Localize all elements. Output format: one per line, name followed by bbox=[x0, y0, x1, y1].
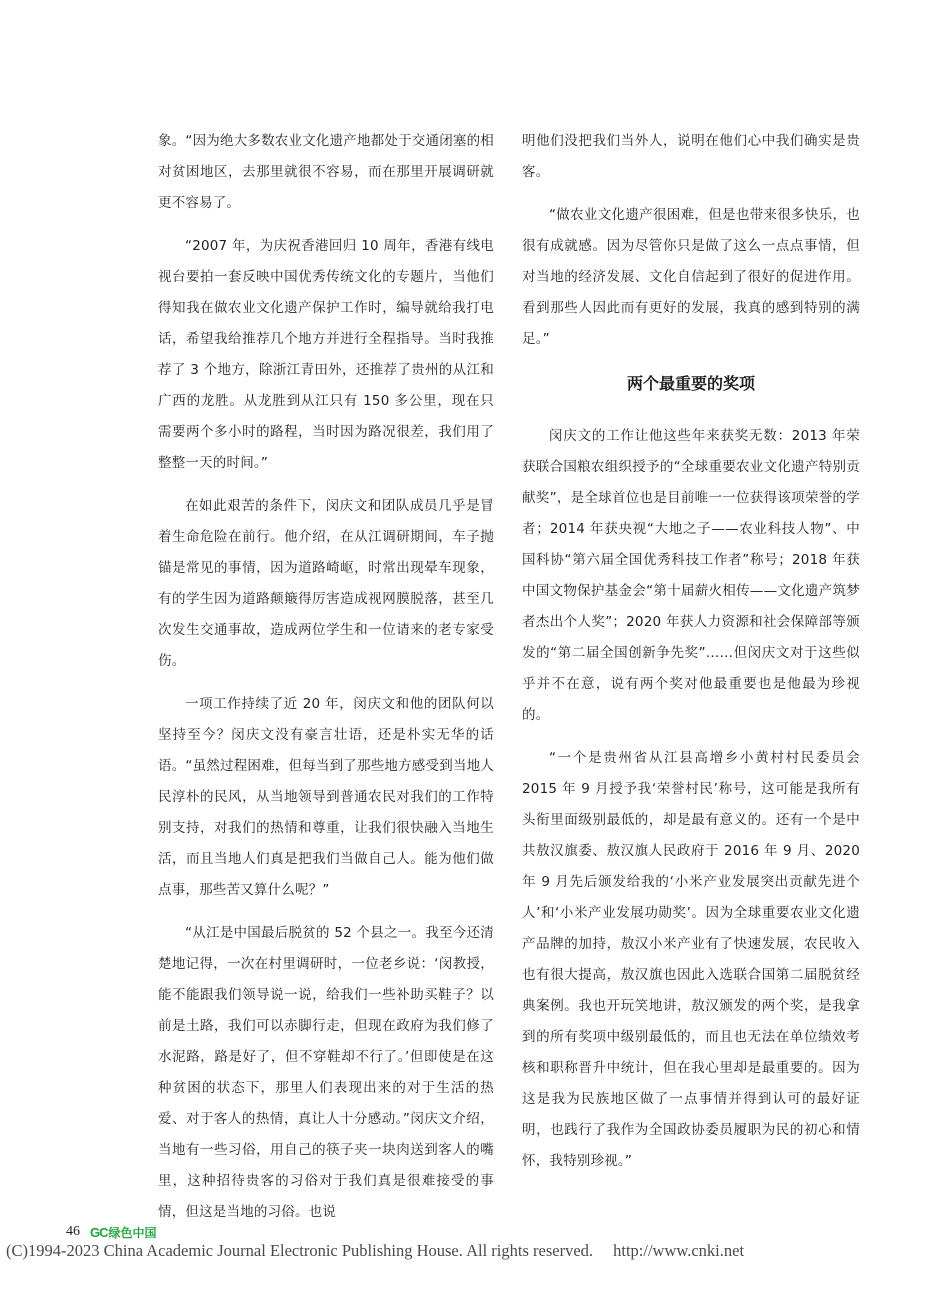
page-number: 46 bbox=[66, 1224, 80, 1239]
cnki-url: http://www.cnki.net bbox=[613, 1241, 745, 1260]
magazine-logo bbox=[90, 1224, 157, 1241]
paragraph: 闵庆文的工作让他这些年来获奖无数：2013 年荣获联合国粮农组织授予的“全球重要农业文化遗产特别贡献奖”，是全球首位也是目前唯一一位获得该项荣誉的学者；2014 年获央视“大地之子——农业科技人物”、中国科协“第六届全国优秀科技工作者”称号；2018 年获中国文物保护基金会“第十届薪火相传——文化遗产筑梦者杰出个人奖”；2020 年获人力资源和社会保障部等颁发的“第二届全国创新争先奖”……但闵庆文对于这些似乎并不在意，说有两个奖对他最重要也是他最为珍视的。 bbox=[522, 428, 860, 723]
paragraph: 象。“因为绝大多数农业文化遗产地都处于交通闭塞的相对贫困地区，去那里就很不容易，而在那里开展调研就更不容易了。 bbox=[158, 133, 494, 211]
paragraph: “做农业文化遗产很困难，但是也带来很多快乐，也很有成就感。因为尽管你只是做了这么一点点事情，但对当地的经济发展、文化自信起到了很好的促进作用。看到那些人因此而有更好的发展，我真的感到特别的满足。” bbox=[522, 207, 860, 347]
right-column bbox=[522, 126, 860, 1189]
copyright-line bbox=[6, 1241, 744, 1261]
paragraph: “从江是中国最后脱贫的 52 个县之一。我至今还清楚地记得，一次在村里调研时，一位老乡说：‘闵教授，能不能跟我们领导说一说，给我们一些补助买鞋子？以前是土路，我们可以赤脚行走，但现在政府为我们修了水泥路，路是好了，但不穿鞋却不行了。’但即使是在这种贫困的状态下，那里人们表现出来的对于生活的热爱、对于客人的热情，真让人十分感动。”闵庆文介绍，当地有一些习俗，用自己的筷子夹一块肉送到客人的嘴里，这种招待贵客的习俗对于我们真是很难接受的事情，但这是当地的习俗。也说 bbox=[158, 925, 494, 1220]
paragraph: 明他们没把我们当外人，说明在他们心中我们确实是贵客。 bbox=[522, 133, 860, 180]
paragraph: 在如此艰苦的条件下，闵庆文和团队成员几乎是冒着生命危险在前行。他介绍，在从江调研期间，车子抛锚是常见的事情，因为道路崎岖，时常出现晕车现象，有的学生因为道路颠簸得厉害造成视网膜脱落，甚至几次发生交通事故，造成两位学生和一位请来的老专家受伤。 bbox=[158, 498, 494, 669]
paragraph: “一个是贵州省从江县高增乡小黄村村民委员会 2015 年 9 月授予我‘荣誉村民’称号，这可能是我所有头衔里面级别最低的，却是最有意义的。还有一个是中共敖汉旗委、敖汉旗人民政府于 2016 年 9 月、2020 年 9 月先后颁发给我的‘小米产业发展突出贡献先进个人’和‘小米产业发展功勋奖’。因为全球重要农业文化遗产品牌的加持，敖汉小米产业有了快速发展，农民收入也有很大提高，敖汉旗也因此入选联合国第二届脱贫经典案例。我也开玩笑地讲，敖汉颁发的两个奖，是我拿到的所有奖项中级别最低的，而且也无法在单位绩效考核和职称晋升中统计，但在我心里却是最重要的。因为这是我为民族地区做了一点事情并得到认可的最好证明，也践行了我作为全国政协委员履职为民的初心和情怀，我特别珍视。” bbox=[522, 750, 860, 1169]
logo-mark: GC bbox=[90, 1224, 108, 1240]
paragraph: 一项工作持续了近 20 年，闵庆文和他的团队何以坚持至今？闵庆文没有豪言壮语，还是朴实无华的话语。“虽然过程困难，但每当到了那些地方感受到当地人民淳朴的民风，从当地领导到普通农民对我们的工作特别支持，对我们的热情和尊重，让我们很快融入当地生活，而且当地人们真是把我们当做自己人。能为他们做点事，那些苦又算什么呢？” bbox=[158, 696, 494, 898]
magazine-name: 绿色中国 bbox=[108, 1225, 157, 1240]
section-heading: 两个最重要的奖项 bbox=[626, 374, 755, 393]
paragraph: “2007 年，为庆祝香港回归 10 周年，香港有线电视台要拍一套反映中国优秀传统文化的专题片，当他们得知我在做农业文化遗产保护工作时，编导就给我打电话，希望我给推荐几个地方并进行全程指导。当时我推荐了 3 个地方，除浙江青田外，还推荐了贵州的从江和广西的龙胜。从龙胜到从江只有 150 多公里，现在只需要两个多小时的路程，当时因为路况很差，我们用了整整一天的时间。” bbox=[158, 238, 494, 471]
copyright-text: (C)1994-2023 China Academic Journal Electronic Publishing House. All rights reserved. bbox=[6, 1241, 594, 1260]
page-footer bbox=[66, 1222, 157, 1242]
left-column bbox=[158, 126, 494, 1240]
